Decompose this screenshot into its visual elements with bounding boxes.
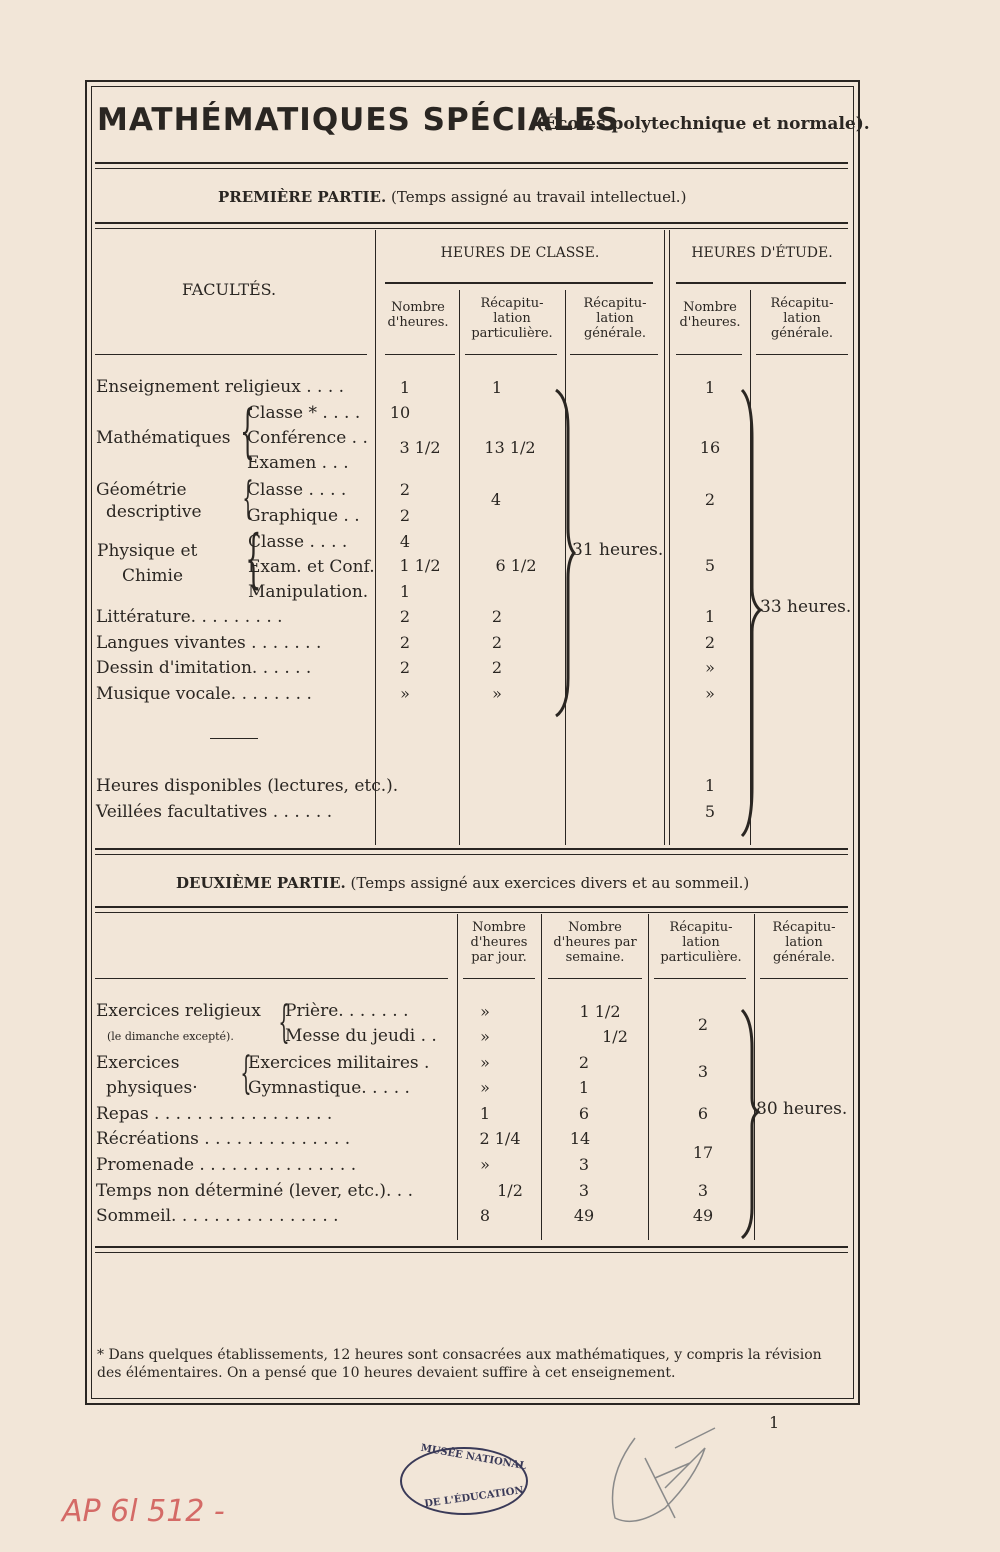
divider [95, 1252, 848, 1253]
cell-recap: » [492, 684, 502, 703]
row-label: Langues vivantes . . . . . . . [96, 633, 322, 653]
divider [465, 354, 557, 355]
row-sublabel: Examen . . . [247, 453, 349, 473]
row-label: Veillées facultatives . . . . . . [96, 802, 333, 822]
divider [570, 354, 658, 355]
row-sublabel: Exam. et Conf. [248, 557, 375, 577]
header-facultes: FACULTÉS. [182, 280, 277, 299]
divider [95, 912, 848, 913]
cell-par-semaine: 49 [573, 1206, 595, 1225]
part1-title-rest: (Temps assigné au travail intellectuel.) [391, 188, 687, 206]
cell-recap-part: 49 [692, 1206, 714, 1225]
row-label: Promenade . . . . . . . . . . . . . . . [96, 1155, 357, 1175]
row-sublabel: Gymnastique. . . . . [248, 1078, 410, 1098]
cell-par-jour: » [480, 1027, 490, 1046]
cell-nombre: » [400, 684, 410, 703]
divider [95, 228, 848, 229]
row-label: Temps non déterminé (lever, etc.). . . [96, 1181, 414, 1201]
cell-recap-part: 3 [697, 1181, 709, 1200]
cell-par-semaine: 1 [578, 1078, 590, 1097]
row-sublabel: Conférence . . [247, 428, 368, 448]
row-label: Enseignement religieux . . . . [96, 377, 345, 397]
part1-title [218, 188, 686, 206]
brace: { [240, 1048, 252, 1099]
cell-nombre: 1 1/2 [399, 556, 441, 575]
cell-recap: 6 1/2 [495, 556, 537, 575]
row-label: Récréations . . . . . . . . . . . . . . [96, 1129, 351, 1149]
total-etude: 33 heures. [760, 597, 852, 617]
cell-recap: 1 [491, 378, 503, 397]
cell-nombre: 10 [389, 403, 411, 422]
divider [95, 1246, 848, 1248]
cell-etude: » [705, 684, 715, 703]
divider [95, 906, 848, 908]
brace: { [242, 473, 254, 524]
divider [95, 354, 367, 355]
cell-par-semaine: 2 [578, 1053, 590, 1072]
divider [676, 282, 846, 284]
header-par-semaine: Nombre d'heures par semaine. [553, 920, 637, 965]
cell-par-jour: » [480, 1053, 490, 1072]
divider [95, 978, 448, 979]
header-heures-classe: HEURES DE CLASSE. [440, 245, 600, 261]
col-divider [664, 230, 665, 845]
divider [676, 354, 742, 355]
total-classe: 31 heures. [572, 540, 664, 560]
cell-par-jour: 1 [479, 1104, 491, 1123]
row-sublabel: Classe * . . . . [247, 403, 361, 423]
row-sublabel: Prière. . . . . . . [285, 1001, 409, 1021]
cell-recap: 13 1/2 [484, 438, 536, 457]
header-recap-gen-etude: Récapitu- lation générale. [770, 296, 834, 341]
header-heures-etude: HEURES D'ÉTUDE. [691, 245, 833, 261]
row-label: Dessin d'imitation. . . . . . [96, 658, 312, 678]
handwritten-signature [595, 1418, 725, 1538]
archive-reference: AP 6l 512 - [62, 1494, 225, 1529]
page-subtitle: (Écoles polytechnique et normale). [536, 114, 870, 134]
cell-recap-part: 2 [697, 1015, 709, 1034]
cell-recap-part: 6 [697, 1104, 709, 1123]
page-number: 1 [769, 1413, 780, 1432]
page-title: MATHÉMATIQUES SPÉCIALES [97, 102, 620, 138]
cell-recap: 4 [490, 490, 502, 509]
col-divider [648, 914, 649, 1240]
row-label: Mathématiques [96, 428, 231, 448]
cell-nombre: 2 [399, 633, 411, 652]
cell-nombre: 1 [399, 378, 411, 397]
col-divider [541, 914, 542, 1240]
divider [654, 978, 746, 979]
cell-recap: 2 [491, 633, 503, 652]
row-sublabel: Messe du jeudi . . [285, 1026, 437, 1046]
part1-title-bold: PREMIÈRE PARTIE. [218, 188, 387, 206]
divider [95, 168, 848, 169]
divider [95, 162, 848, 164]
row-label: Géométrie [96, 480, 187, 500]
col-divider [669, 230, 670, 845]
cell-par-jour: » [480, 1155, 490, 1174]
cell-etude: 16 [699, 438, 721, 457]
row-label: descriptive [106, 502, 202, 522]
cell-nombre: 4 [399, 532, 411, 551]
part2-title-bold: DEUXIÈME PARTIE. [176, 874, 346, 892]
row-label: Musique vocale. . . . . . . . [96, 684, 312, 704]
header-nombre-etude: Nombre d'heures. [679, 300, 741, 330]
cell-etude: 2 [704, 633, 716, 652]
divider [756, 354, 848, 355]
row-label: Chimie [122, 566, 184, 586]
cell-par-jour: » [480, 1078, 490, 1097]
footnote: * Dans quelques établissements, 12 heures sont consacrées aux mathématiques, y compris la révision des élémentaires. On a pensé que 10 heures devaient suffire à cet enseignement. [97, 1347, 822, 1381]
cell-nombre: 1 [399, 582, 411, 601]
divider [463, 978, 535, 979]
part2-title [176, 874, 749, 892]
cell-recap-part: 3 [697, 1062, 709, 1081]
row-label: Physique et [97, 541, 198, 561]
divider [95, 222, 848, 224]
cell-etude: » [705, 658, 715, 677]
cell-par-semaine: 3 [578, 1155, 590, 1174]
row-sublabel: Classe . . . . [248, 532, 348, 552]
cell-par-semaine: 14 [569, 1129, 591, 1148]
row-label: physiques· [106, 1078, 198, 1098]
cell-par-jour: » [480, 1002, 490, 1021]
col-divider [375, 230, 376, 845]
header-nombre: Nombre d'heures. [387, 300, 449, 330]
cell-nombre: 2 [399, 506, 411, 525]
cell-recap: 2 [491, 607, 503, 626]
row-sublabel: Classe . . . . [247, 480, 347, 500]
cell-etude: 5 [704, 802, 716, 821]
brace: { [245, 522, 262, 596]
cell-recap: 2 [491, 658, 503, 677]
cell-par-jour: 8 [479, 1206, 491, 1225]
col-divider [459, 290, 460, 845]
brace-recap-gen [738, 1008, 762, 1240]
stamp-text: DE L'ÉDUCATION [423, 1485, 525, 1510]
cell-etude: 1 [704, 378, 716, 397]
row-sublabel: Exercices militaires . [248, 1053, 430, 1073]
header-recap-gen: Récapitu- lation générale. [583, 296, 647, 341]
col-divider [457, 914, 458, 1240]
header-par-jour: Nombre d'heures par jour. [470, 920, 528, 965]
cell-nombre: 3 1/2 [399, 438, 441, 457]
row-label: (le dimanche excepté). [107, 1030, 234, 1043]
cell-par-jour: 2 1/4 [479, 1129, 521, 1148]
cell-recap-part: 17 [692, 1143, 714, 1162]
cell-par-semaine: 1/2 [602, 1027, 628, 1046]
stamp-text: MUSÉE NATIONAL [419, 1442, 528, 1473]
row-label: Sommeil. . . . . . . . . . . . . . . . [96, 1206, 339, 1226]
cell-par-semaine: 3 [578, 1181, 590, 1200]
cell-etude: 1 [704, 607, 716, 626]
row-label: Repas . . . . . . . . . . . . . . . . . [96, 1104, 333, 1124]
header-recap-part: Récapitu- lation particulière. [471, 296, 553, 341]
divider [760, 978, 848, 979]
cell-etude: 2 [704, 490, 716, 509]
cell-nombre: 2 [399, 658, 411, 677]
divider [385, 282, 653, 284]
part2-title-rest: (Temps assigné aux exercices divers et au sommeil.) [350, 874, 750, 892]
cell-etude: 5 [704, 556, 716, 575]
cell-nombre: 2 [399, 607, 411, 626]
row-label: Exercices religieux [96, 1001, 261, 1021]
total-part2: 80 heures. [756, 1099, 848, 1119]
cell-par-jour: 1/2 [497, 1181, 523, 1200]
short-rule [210, 738, 258, 739]
divider [548, 978, 642, 979]
row-label: Exercices [96, 1053, 180, 1073]
divider [95, 854, 848, 855]
divider [95, 848, 848, 850]
row-sublabel: Graphique . . [247, 506, 360, 526]
brace: { [278, 997, 290, 1048]
header-recap-part: Récapitu- lation particulière. [660, 920, 742, 965]
row-label: Heures disponibles (lectures, etc.). [96, 776, 399, 796]
divider [385, 354, 455, 355]
cell-par-semaine: 1 1/2 [579, 1002, 621, 1021]
cell-etude: 1 [704, 776, 716, 795]
brace: { [240, 397, 255, 465]
header-recap-gen: Récapitu- lation générale. [772, 920, 836, 965]
row-sublabel: Manipulation. [248, 582, 369, 602]
row-label: Littérature. . . . . . . . . [96, 607, 283, 627]
cell-nombre: 2 [399, 480, 411, 499]
cell-par-semaine: 6 [578, 1104, 590, 1123]
